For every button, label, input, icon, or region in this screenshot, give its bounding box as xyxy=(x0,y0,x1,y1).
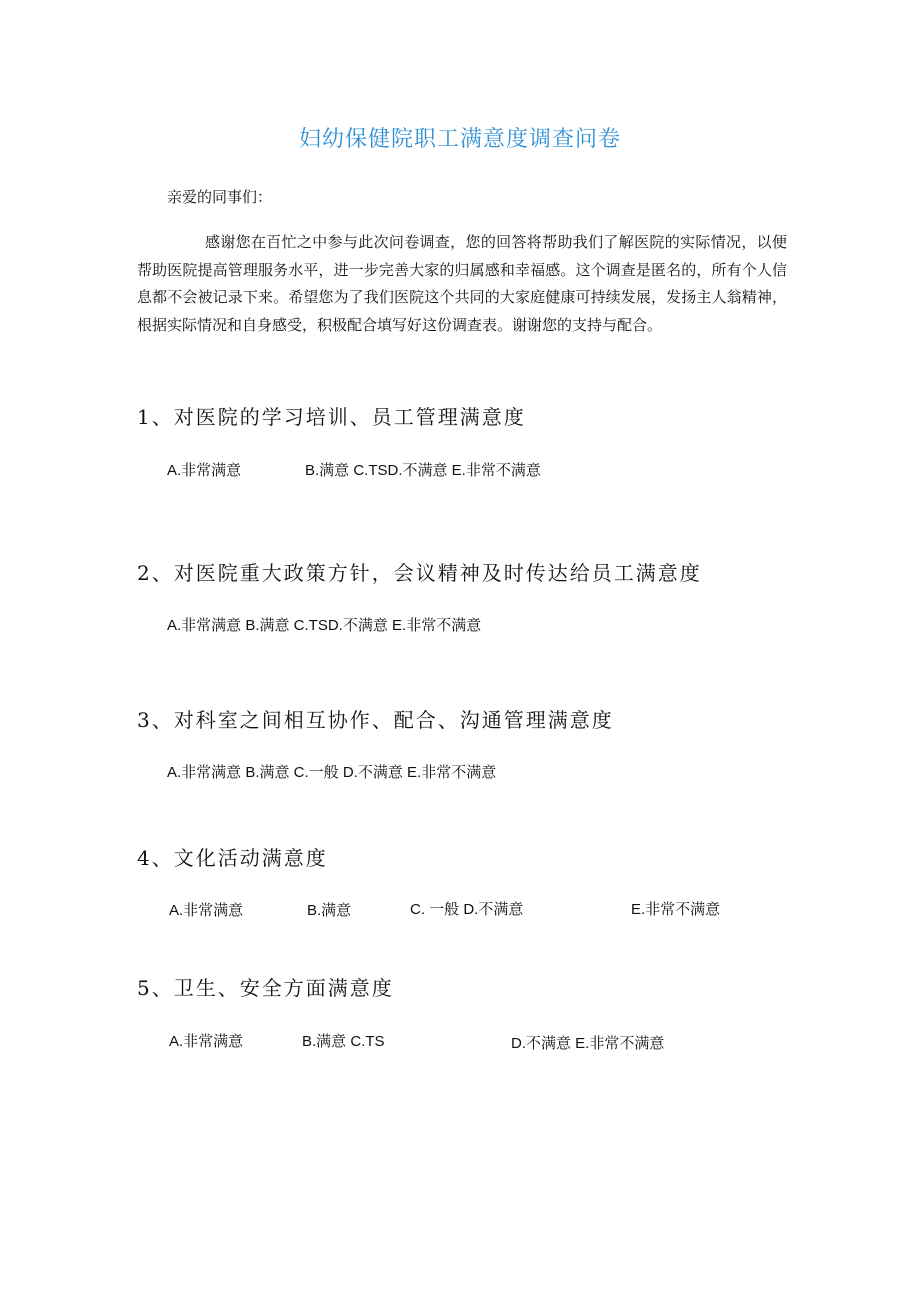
q5-option-d-e[interactable]: D.不满意 E.非常不满意 xyxy=(511,1035,665,1052)
question-2: 2、对医院重大政策方针，会议精神及时传达给员工满意度 xyxy=(137,561,702,585)
intro-paragraph: 感谢您在百忙之中参与此次问卷调查，您的回答将帮助我们了解医院的实际情况，以便帮助医院提高管理服务水平，进一步完善大家的归属感和幸福感。这个调查是匿名的，所有个人信息都不会被记录下来。希望您为了我们医院这个共同的大家庭健康可持续发展，发扬主人翁精神，根据实际情况和自身感受，积极配合填写好这份调查表。谢谢您的支持与配合。 xyxy=(137,233,787,334)
q4-option-b[interactable]: B.满意 xyxy=(307,902,352,919)
q4-option-e[interactable]: E.非常不满意 xyxy=(631,901,721,918)
q4-option-a[interactable]: A.非常满意 xyxy=(169,902,244,919)
greeting: 亲爱的同事们： xyxy=(167,188,273,206)
q3-options[interactable]: A.非常满意 B.满意 C.一般 D.不满意 E.非常不满意 xyxy=(167,764,497,781)
q2-options[interactable]: A.非常满意 B.满意 C.TSD.不满意 E.非常不满意 xyxy=(167,617,482,634)
question-5: 5、卫生、安全方面满意度 xyxy=(137,976,394,1000)
question-4: 4、文化活动满意度 xyxy=(137,846,328,870)
q4-option-c-d[interactable]: C. 一般 D.不满意 xyxy=(410,901,524,918)
q5-option-a[interactable]: A.非常满意 xyxy=(169,1033,244,1050)
question-1: 1、对医院的学习培训、员工管理满意度 xyxy=(137,405,526,429)
q5-option-b-c[interactable]: B.满意 C.TS xyxy=(302,1033,385,1050)
page-title: 妇幼保健院职工满意度调查问卷 xyxy=(298,127,621,152)
question-3: 3、对科室之间相互协作、配合、沟通管理满意度 xyxy=(137,708,614,732)
q1-option-b-to-e[interactable]: B.满意 C.TSD.不满意 E.非常不满意 xyxy=(305,462,541,479)
q1-option-a[interactable]: A.非常满意 xyxy=(167,462,242,479)
